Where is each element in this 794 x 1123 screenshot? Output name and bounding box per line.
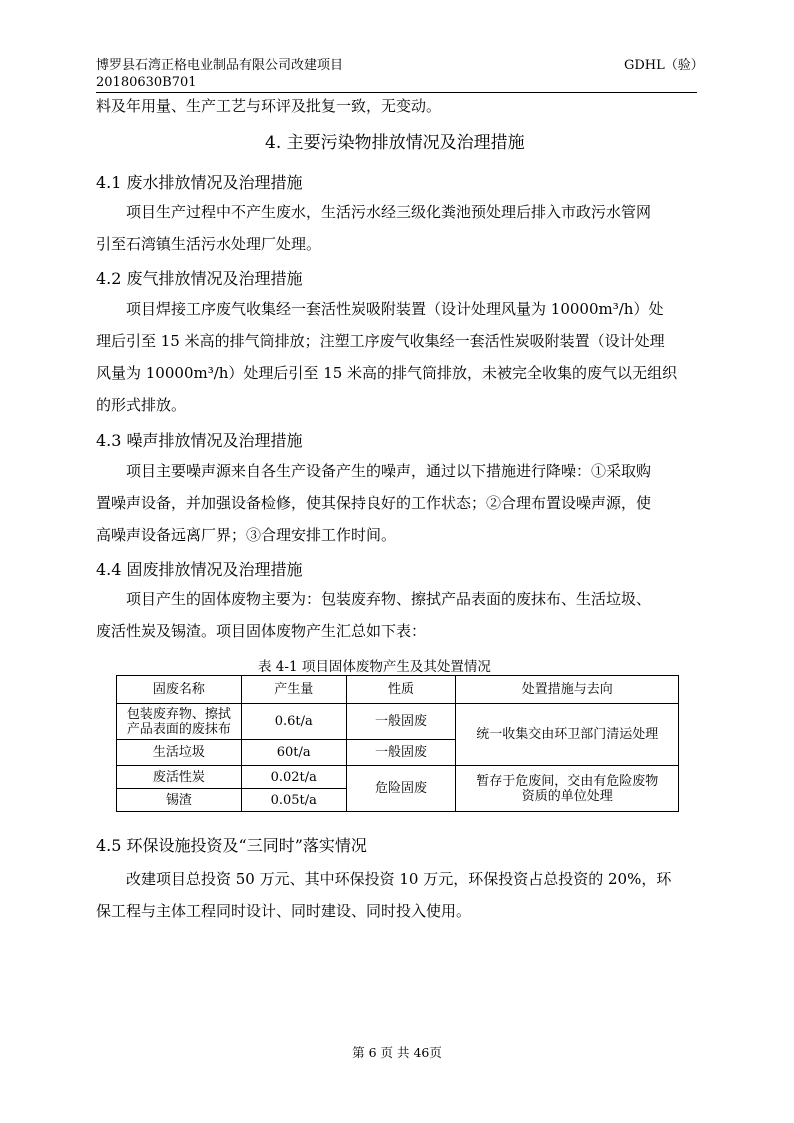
paragraph-line: 引至石湾镇生活污水处理厂处理。 [96,235,322,253]
paragraph-line: 风量为 10000m³/h）处理后引至 15 米高的排气筒排放，未被完全收集的废气以无组织 [96,364,678,382]
cell-line: 资质的单位处理 [521,788,613,804]
paragraph-line: 项目产生的固体废物主要为：包装废弃物、擦拭产品表面的废抹布、生活垃圾、 [126,590,652,608]
table-cell-disposal [456,766,679,812]
table-cell-name: 废活性炭 [117,766,242,789]
section-4-5-body [96,863,696,927]
paragraph-line: 保工程与主体工程同时设计、同时建设、同时投入使用。 [96,902,472,920]
header-rule [96,92,697,93]
table-cell-nature: 一般固废 [346,704,456,740]
section-4-3-body [96,455,696,551]
paragraph-line: 理后引至 15 米高的排气筒排放；注塑工序废气收集经一套活性炭吸附装置（设计处理 [96,332,665,350]
section-4-4-body [96,583,696,647]
table-cell-name: 生活垃圾 [117,740,242,766]
paragraph-line: 项目焊接工序废气收集经一套活性炭吸附装置（设计处理风量为 10000m³/h）处 [126,300,664,318]
paragraph-line: 的形式排放。 [96,396,187,414]
solid-waste-table [116,675,679,812]
paragraph-line: 项目生产过程中不产生废水，生活污水经三级化粪池预处理后排入市政污水管网 [126,203,652,221]
paragraph-line: 置噪声设备，并加强设备检修，使其保持良好的工作状态；②合理布置设噪声源，使 [96,494,652,512]
table-cell-amount: 60t/a [241,740,346,766]
paragraph-line: 改建项目总投资 50 万元、其中环保投资 10 万元，环保投资占总投资的 20%，环 [126,870,672,888]
header-code: GDHL（验） [624,58,704,73]
section-4-2-title: 4.2 废气排放情况及治理措施 [96,269,303,288]
header-doc-number: 20180630B701 [96,75,197,90]
table-cell-amount: 0.6t/a [241,704,346,740]
section-4-5-title: 4.5 环保设施投资及“三同时”落实情况 [96,836,367,855]
table-row [117,704,679,740]
section-4-3-title: 4.3 噪声排放情况及治理措施 [96,431,303,450]
paragraph-line: 废活性炭及锡渣。项目固体废物产生汇总如下表： [96,622,427,640]
section-4-title: 4. 主要污染物排放情况及治理措施 [265,133,525,153]
table-header-cell: 性质 [346,676,456,704]
section-4-4-title: 4.4 固废排放情况及治理措施 [96,560,303,579]
paragraph-line: 高噪声设备远离厂界；③合理安排工作时间。 [96,526,397,544]
table-caption: 表 4-1 项目固体废物产生及其处置情况 [258,659,491,675]
table-header-cell: 固废名称 [117,676,242,704]
page-number: 第 6 页 共 46页 [352,1045,442,1060]
paragraph-line: 项目主要噪声源来自各生产设备产生的噪声，通过以下措施进行降噪：①采取购 [126,462,652,480]
table-cell-amount: 0.05t/a [241,789,346,812]
table-header-cell: 处置措施与去向 [456,676,679,704]
section-4-1-title: 4.1 废水排放情况及治理措施 [96,173,303,192]
table-row [117,766,679,789]
table-cell-amount: 0.02t/a [241,766,346,789]
table-cell-name: 锡渣 [117,789,242,812]
table-header-cell: 产生量 [241,676,346,704]
table-cell-name [117,704,242,740]
continuation-text: 料及年用量、生产工艺与环评及批复一致，无变动。 [96,97,442,115]
table-header-row [117,676,679,704]
cell-line: 包装废弃物、擦拭 [126,706,231,722]
header-company: 博罗县石湾正格电业制品有限公司改建项目 [96,58,344,73]
table-cell-nature: 一般固废 [346,740,456,766]
cell-line: 暂存于危废间，交由有危险废物 [476,773,659,789]
section-4-1-body [96,196,696,260]
table-cell-nature: 危险固废 [346,766,456,812]
section-4-2-body [96,293,696,421]
table-cell-disposal: 统一收集交由环卫部门清运处理 [456,704,679,766]
cell-line: 产品表面的废抹布 [126,721,231,737]
